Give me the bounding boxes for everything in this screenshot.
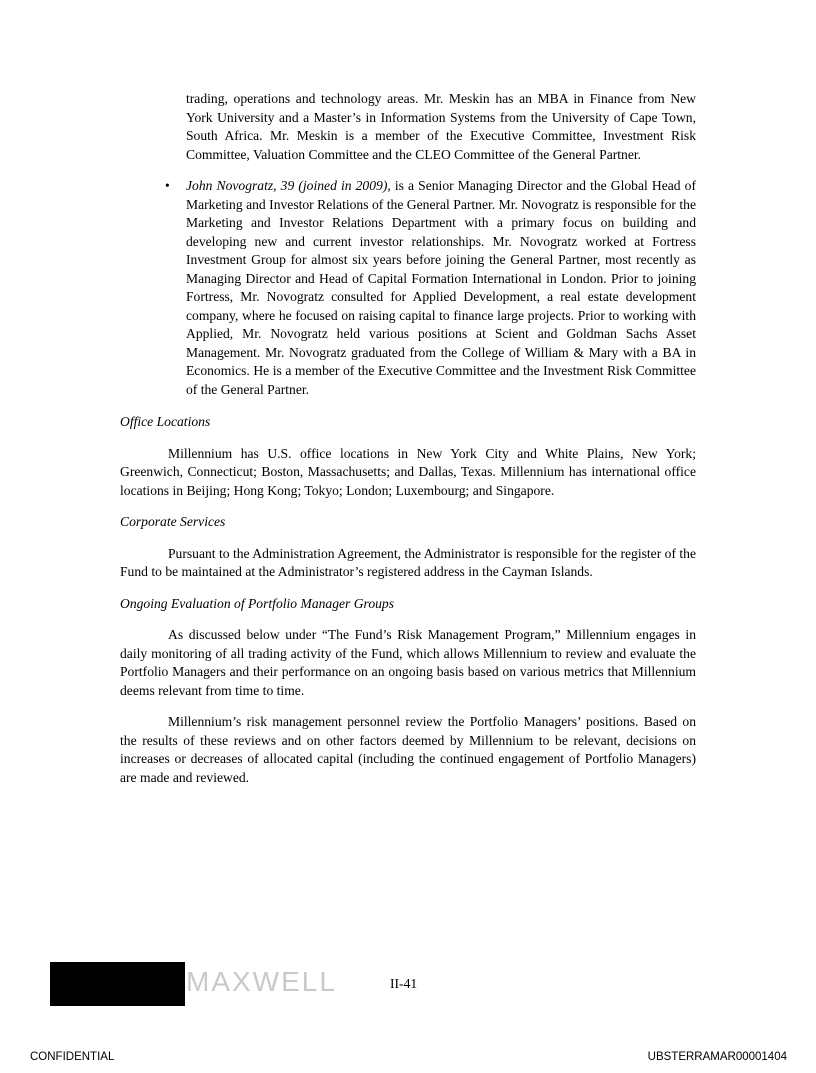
paragraph-corporate-services: Pursuant to the Administration Agreement, the Administrator is responsible for the register of the Fund to be maintained at the Administrator’s registered address in the Cayman Islands. (120, 545, 696, 579)
heading-ongoing-evaluation: Ongoing Evaluation of Portfolio Manager Groups (120, 595, 395, 611)
confidential-label: CONFIDENTIAL (30, 1051, 115, 1063)
maxwell-watermark: MAXWELL (186, 966, 337, 997)
document-content (120, 0, 696, 800)
bates-number: UBSTERRAMAR00001404 (647, 1051, 787, 1063)
paragraph-office-locations: Millennium has U.S. office locations in New York City and White Plains, New York; Greenwich, Connecticut; Boston, Massachusetts; and Dallas, Texas. Millennium has international office locations in Beijing; Hong Kong; Tokyo; London; Luxembourg; and Singapore. (120, 445, 696, 498)
page-number: II-41 (390, 976, 418, 991)
heading-office-locations: Office Locations (120, 414, 211, 429)
redaction-box (50, 962, 185, 1006)
paragraph-meskin-continuation: trading, operations and technology areas. Mr. Meskin has an MBA in Finance from New York University and a Master’s in Information Systems from the University of Cape Town, South Africa. Mr. Meskin is a member of the Executive Committee, Investment Risk Committee, Valuation Committee and the CLEO Committee of the General Partner. (186, 91, 696, 162)
bullet-marker: • (165, 178, 170, 193)
bullet-body-text: is a Senior Managing Director and the Global Head of Marketing and Investor Relations of the General Partner. Mr. Novogratz is responsible for the Marketing and Investor Relations Department with a primary focus on building and developing new and current investor relationships. Mr. Novogratz worked at Fortress Investment Group for almost six years before joining the General Partner, most recently as Managing Director and Head of Capital Formation International in London. Prior to joining Fortress, Mr. Novogratz consulted for Applied Development, a real estate development company, where he focused on raising capital to finance large projects. Prior to working with Applied, Mr. Novogratz held various positions at Scient and Goldman Sachs Asset Management. Mr. Novogratz graduated from the College of William & Mary with a BA in Economics. He is a member of the Executive Committee and the Investment Risk Committee of the General Partner. (186, 178, 696, 397)
paragraph-ongoing-evaluation-2: Millennium’s risk management personnel review the Portfolio Managers’ positions. Based on the results of these reviews and on other factors deemed by Millennium to be relevant, decisions on increases or decreases of allocated capital (including the continued engagement of Portfolio Managers) are made and reviewed. (120, 714, 696, 785)
bullet-lead-italic: John Novogratz, 39 (joined in 2009), (186, 178, 391, 193)
paragraph-ongoing-evaluation-1: As discussed below under “The Fund’s Risk Management Program,” Millennium engages in daily monitoring of all trading activity of the Fund, which allows Millennium to review and evaluate the Portfolio Managers and their performance on an ongoing basis based on various metrics that Millennium deems relevant from time to time. (120, 627, 696, 698)
heading-corporate-services: Corporate Services (120, 514, 226, 529)
bullet-item-novogratz (120, 177, 696, 399)
